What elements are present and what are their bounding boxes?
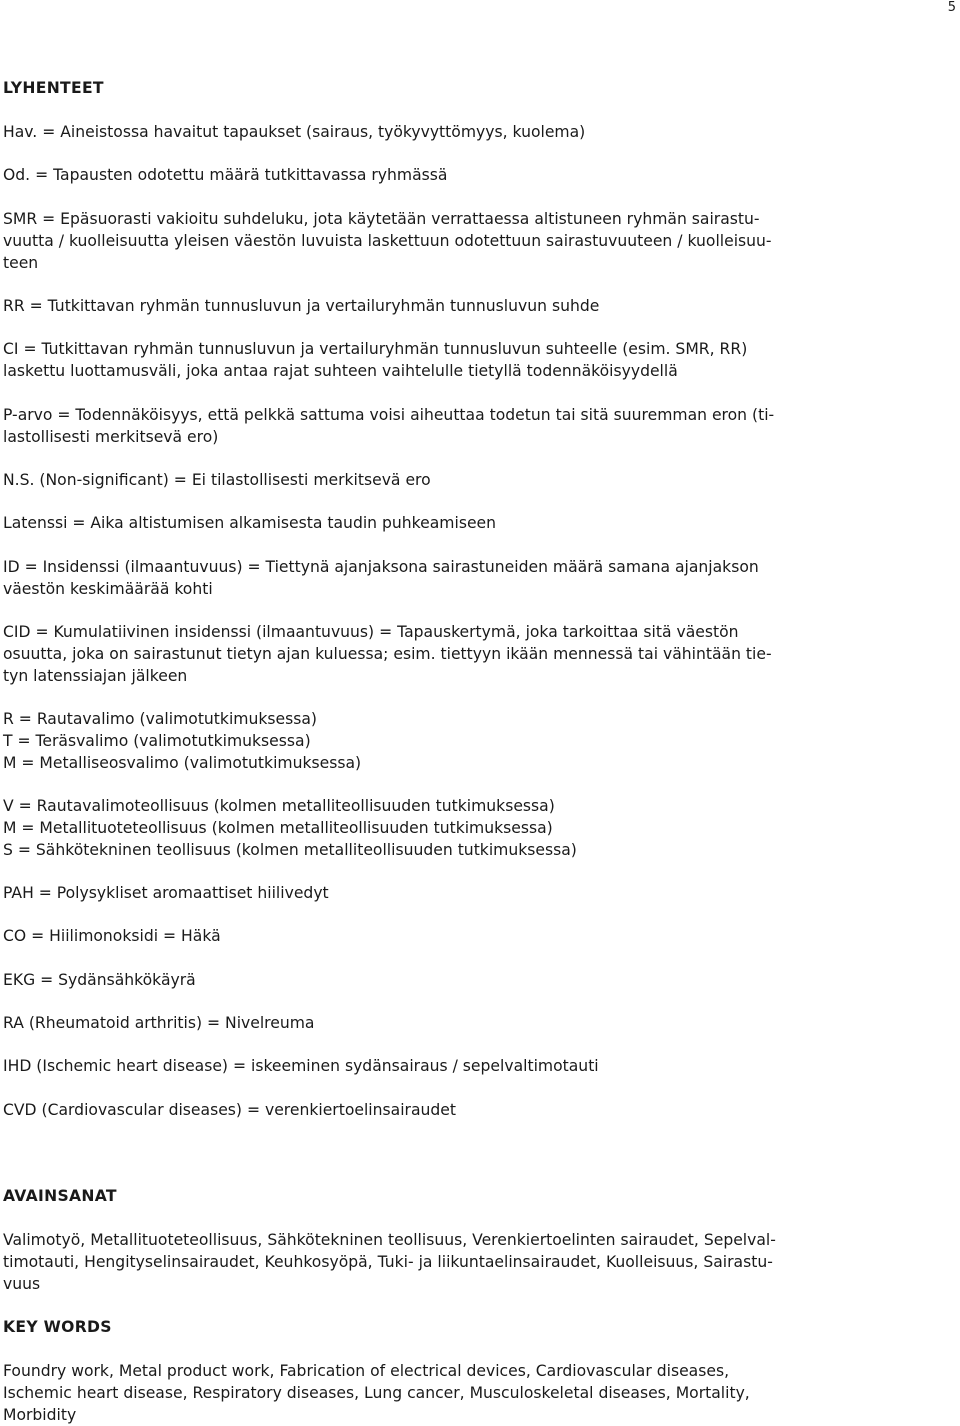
- entry-line: vuutta / kuolleisuutta yleisen väestön luvuista laskettuun odotettuun sairastuvuuteen / kuolleisuu-: [3, 232, 772, 250]
- entry-line: ID = Insidenssi (ilmaantuvuus) = Tiettynä ajanjaksona sairastuneiden määrä samana ajanjakson: [3, 558, 759, 576]
- entry-line: N.S. (Non-significant) = Ei tilastollisesti merkitsevä ero: [3, 471, 431, 489]
- entry-line: CO = Hiilimonoksidi = Häkä: [3, 927, 221, 945]
- entry-line: teen: [3, 254, 39, 272]
- keywords-line: Valimotyö, Metallituoteteollisuus, Sähkötekninen teollisuus, Verenkiertoelinten sairaudet, Sepelval-: [3, 1231, 776, 1249]
- abbreviations-heading: LYHENTEET: [3, 79, 104, 97]
- keywords-line: Morbidity: [3, 1406, 77, 1424]
- page-number: 5: [947, 0, 956, 15]
- entry-line: Od. = Tapausten odotettu määrä tutkittavassa ryhmässä: [3, 166, 448, 184]
- entry-line: CVD (Cardiovascular diseases) = verenkiertoelinsairaudet: [3, 1101, 456, 1119]
- entry-line: PAH = Polysykliset aromaattiset hiilivedyt: [3, 884, 329, 902]
- entry-line: lastollisesti merkitsevä ero): [3, 428, 219, 446]
- entry-line: V = Rautavalimoteollisuus (kolmen metalliteollisuuden tutkimuksessa): [3, 797, 555, 815]
- entry-line: tyn latenssiajan jälkeen: [3, 667, 188, 685]
- entry-line: CI = Tutkittavan ryhmän tunnusluvun ja vertailuryhmän tunnusluvun suhteelle (esim. SMR, RR): [3, 340, 748, 358]
- entry-line: IHD (Ischemic heart disease) = iskeeminen sydänsairaus / sepelvaltimotauti: [3, 1057, 599, 1075]
- entry-line: R = Rautavalimo (valimotutkimuksessa): [3, 710, 317, 728]
- abbreviation-entry-ihd: [3, 1055, 943, 1077]
- abbreviation-entry-ns: [3, 469, 943, 491]
- abbreviation-entry-pah: [3, 882, 943, 904]
- abbreviation-entry-p-value: [3, 404, 943, 448]
- keywords-fi-heading: AVAINSANAT: [3, 1187, 117, 1205]
- abbreviation-entry-od: [3, 164, 943, 186]
- entry-line: M = Metalliseosvalimo (valimotutkimuksessa): [3, 754, 362, 772]
- entry-line: EKG = Sydänsähkökäyrä: [3, 971, 196, 989]
- entry-line: CID = Kumulatiivinen insidenssi (ilmaantuvuus) = Tapauskertymä, joka tarkoittaa sitä väestön: [3, 623, 739, 641]
- entry-line: M = Metallituoteteollisuus (kolmen metalliteollisuuden tutkimuksessa): [3, 819, 553, 837]
- abbreviation-entry-hav: [3, 121, 943, 143]
- keywords-en-heading: KEY WORDS: [3, 1318, 112, 1336]
- abbreviation-entry-latency: [3, 512, 943, 534]
- keywords-line: Ischemic heart disease, Respiratory diseases, Lung cancer, Musculoskeletal diseases, Mortality,: [3, 1384, 750, 1402]
- entry-line: väestön keskimäärää kohti: [3, 580, 213, 598]
- abbreviation-entry-smr: [3, 208, 943, 274]
- keywords-line: vuus: [3, 1275, 41, 1293]
- abbreviation-entry-cvd: [3, 1099, 943, 1121]
- entry-line: RA (Rheumatoid arthritis) = Nivelreuma: [3, 1014, 315, 1032]
- abbreviation-entry-ekg: [3, 969, 943, 991]
- abbreviation-entry-ci: [3, 338, 943, 382]
- abbreviation-entry-rr: [3, 295, 943, 317]
- entry-line: laskettu luottamusväli, joka antaa rajat suhteen vaihtelulle tietyllä todennäköisyydellä: [3, 362, 678, 380]
- entry-line: osuutta, joka on sairastunut tietyn ajan kuluessa; esim. tiettyyn ikään mennessä tai vähintään tie-: [3, 645, 772, 663]
- entry-line: SMR = Epäsuorasti vakioitu suhdeluku, jota käytetään verrattaessa altistuneen ryhmän sairastu-: [3, 210, 760, 228]
- abbreviation-entry-industries: [3, 795, 943, 861]
- abbreviation-entry-cid: [3, 621, 943, 687]
- abbreviation-entry-ra: [3, 1012, 943, 1034]
- abbreviation-entry-co: [3, 925, 943, 947]
- keywords-en-text: [3, 1360, 943, 1426]
- entry-line: S = Sähkötekninen teollisuus (kolmen metalliteollisuuden tutkimuksessa): [3, 841, 577, 859]
- entry-line: Hav. = Aineistossa havaitut tapaukset (sairaus, työkyvyttömyys, kuolema): [3, 123, 586, 141]
- entry-line: Latenssi = Aika altistumisen alkamisesta taudin puhkeamiseen: [3, 514, 497, 532]
- keywords-fi-text: [3, 1229, 943, 1295]
- keywords-line: timotauti, Hengityselinsairaudet, Keuhkosyöpä, Tuki- ja liikuntaelinsairaudet, Kuolleisuus, Sairastu-: [3, 1253, 773, 1271]
- abbreviation-entry-id: [3, 556, 943, 600]
- entry-line: P-arvo = Todennäköisyys, että pelkkä sattuma voisi aiheuttaa todetun tai sitä suuremman eron (ti-: [3, 406, 775, 424]
- entry-line: T = Teräsvalimo (valimotutkimuksessa): [3, 732, 311, 750]
- entry-line: RR = Tutkittavan ryhmän tunnusluvun ja vertailuryhmän tunnusluvun suhde: [3, 297, 600, 315]
- abbreviation-entry-foundries: [3, 708, 943, 774]
- keywords-line: Foundry work, Metal product work, Fabrication of electrical devices, Cardiovascular diseases,: [3, 1362, 730, 1380]
